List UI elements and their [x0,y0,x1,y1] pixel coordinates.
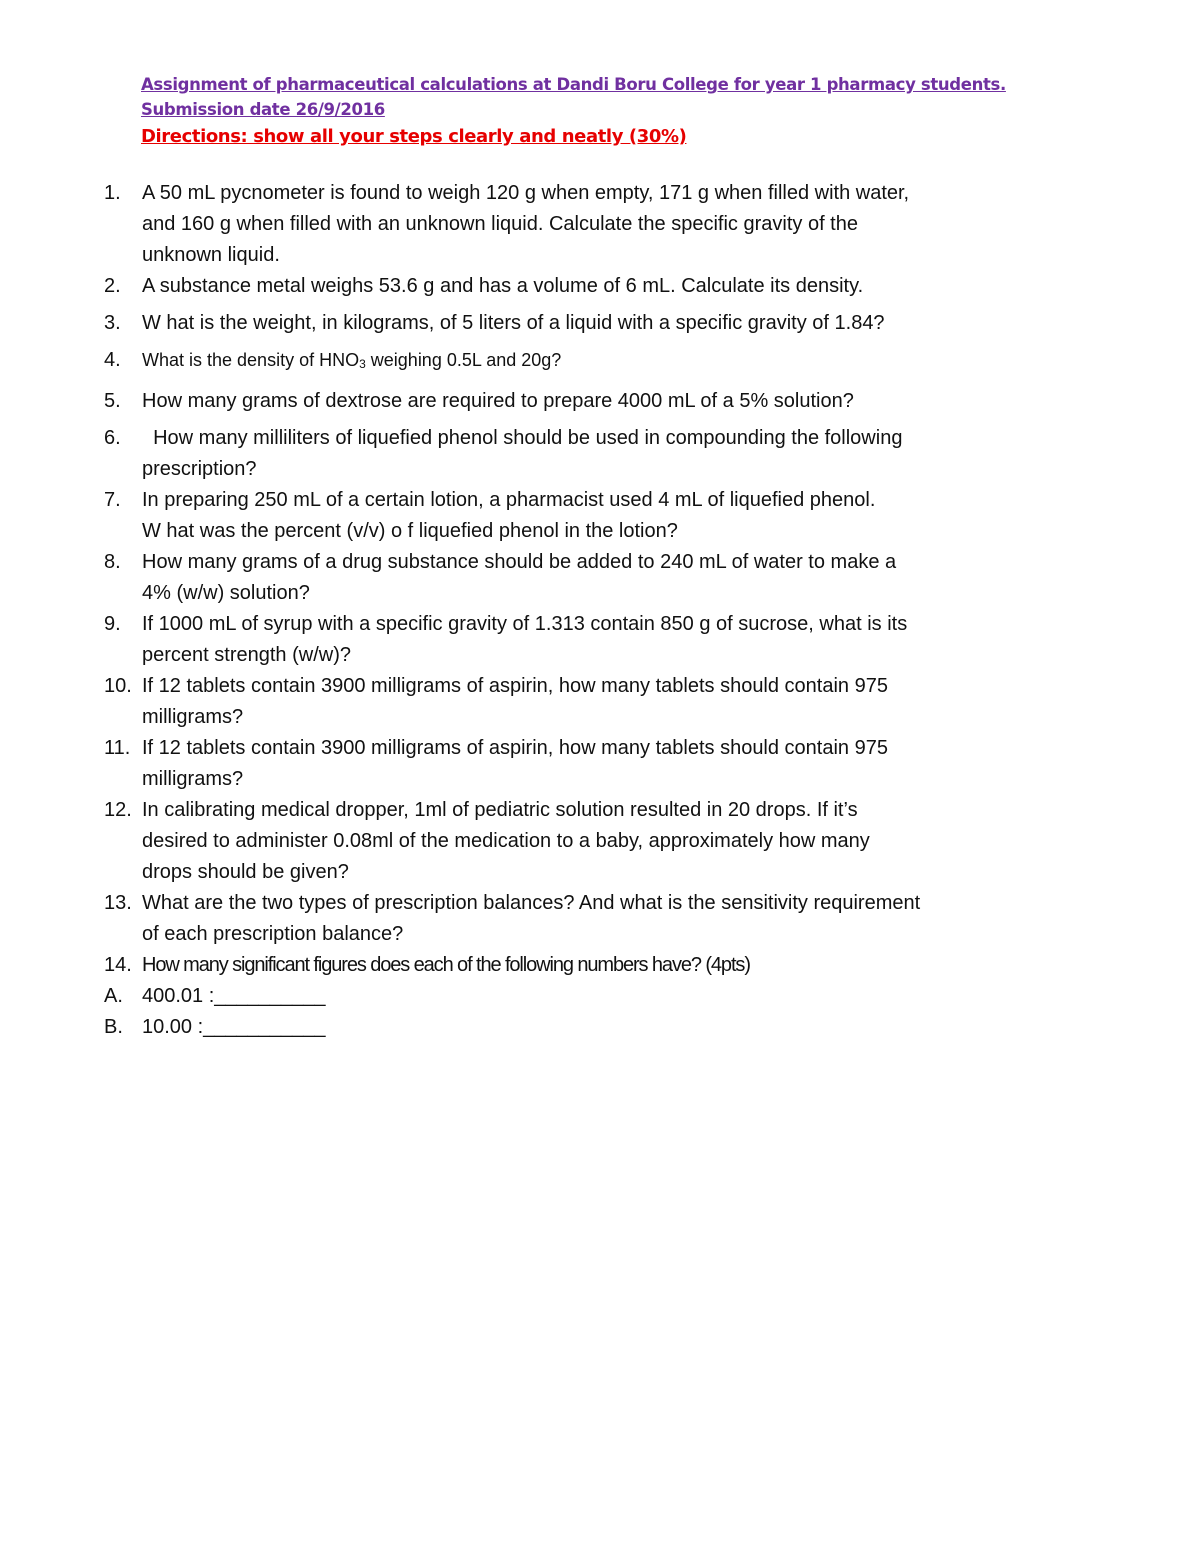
question-text-line: milligrams? [142,706,244,728]
question-text-line: How many milliliters of liquefied phenol should be used in compounding the following [142,427,903,449]
question-14 [104,950,1104,981]
question-text-line: How many grams of a drug substance should be added to 240 mL of water to make a [142,551,897,573]
question-5 [104,386,1104,417]
answer-b [104,1012,1104,1043]
question-number: 7. [104,489,121,511]
question-text-line: W hat is the weight, in kilograms, of 5 liters of a liquid with a specific gravity of 1.84? [142,312,885,334]
question-1 [104,178,1104,271]
question-number: 13. [104,892,132,914]
question-text-line: 4% (w/w) solution? [142,582,310,604]
directions: Directions: show all your steps clearly and neatly (30%) [141,126,687,147]
question-text-line: milligrams? [142,768,244,790]
answer-label: B. [104,1016,123,1038]
question-number: 1. [104,182,121,204]
question-text-line: How many significant figures does each of the following numbers have? (4pts) [142,954,750,976]
question-text-line: How many grams of dextrose are required to prepare 4000 mL of a 5% solution? [142,390,854,412]
question-number: 5. [104,390,121,412]
question-text-line: prescription? [142,458,257,480]
question-3 [104,308,1104,339]
question-text-line: What are the two types of prescription balances? And what is the sensitivity requirement [142,892,921,914]
question-text-line: In preparing 250 mL of a certain lotion, a pharmacist used 4 mL of liquefied phenol. [142,489,876,511]
question-text-line: unknown liquid. [142,244,280,266]
chem-subscript: 3 [359,357,366,371]
question-12 [104,795,1104,888]
question-text-line: percent strength (w/w)? [142,644,351,666]
question-text-line: If 1000 mL of syrup with a specific gravity of 1.313 contain 850 g of sucrose, what is its [142,613,908,635]
question-number: 14. [104,954,132,976]
question-number: 8. [104,551,121,573]
question-text-line: In calibrating medical dropper, 1ml of pediatric solution resulted in 20 drops. If it’s [142,799,858,821]
answer-line: 10.00 :___________ [142,1016,326,1038]
question-text-line: A 50 mL pycnometer is found to weigh 120 g when empty, 171 g when filled with water, [142,182,910,204]
document-header [141,72,1121,152]
question-8 [104,547,1104,609]
question-number: 10. [104,675,132,697]
submission-date: Submission date 26/9/2016 [141,100,385,119]
question-text-part: What is the density of HNO [142,350,360,370]
question-10 [104,671,1104,733]
question-number: 6. [104,427,121,449]
question-text-line: and 160 g when filled with an unknown liquid. Calculate the specific gravity of the [142,213,858,235]
question-text-line: If 12 tablets contain 3900 milligrams of aspirin, how many tablets should contain 975 [142,737,888,759]
question-9 [104,609,1104,671]
question-text-line: W hat was the percent (v/v) o f liquefied phenol in the lotion? [142,520,678,542]
question-number: 11. [104,737,131,759]
question-7 [104,485,1104,547]
question-text-line: desired to administer 0.08ml of the medication to a baby, approximately how many [142,830,870,852]
question-text-line: A substance metal weighs 53.6 g and has a volume of 6 mL. Calculate its density. [142,275,864,297]
question-2 [104,271,1104,302]
question-text-line [142,345,1104,380]
answer-line: 400.01 :__________ [142,985,326,1007]
question-11 [104,733,1104,795]
question-text-part: weighing 0.5L and 20g? [365,350,562,370]
question-number: 9. [104,613,121,635]
question-number: 12. [104,799,132,821]
answer-label: A. [104,985,123,1007]
question-number: 4. [104,349,121,371]
question-13 [104,888,1104,950]
question-text-line: of each prescription balance? [142,923,404,945]
question-4 [104,345,1104,380]
question-text-line: If 12 tablets contain 3900 milligrams of aspirin, how many tablets should contain 975 [142,675,888,697]
question-number: 3. [104,312,121,334]
assignment-title: Assignment of pharmaceutical calculations at Dandi Boru College for year 1 pharmacy students. [141,75,1006,94]
question-list [104,178,1104,1043]
question-6 [104,423,1104,485]
question-number: 2. [104,275,121,297]
answer-a [104,981,1104,1012]
question-text-line: drops should be given? [142,861,349,883]
